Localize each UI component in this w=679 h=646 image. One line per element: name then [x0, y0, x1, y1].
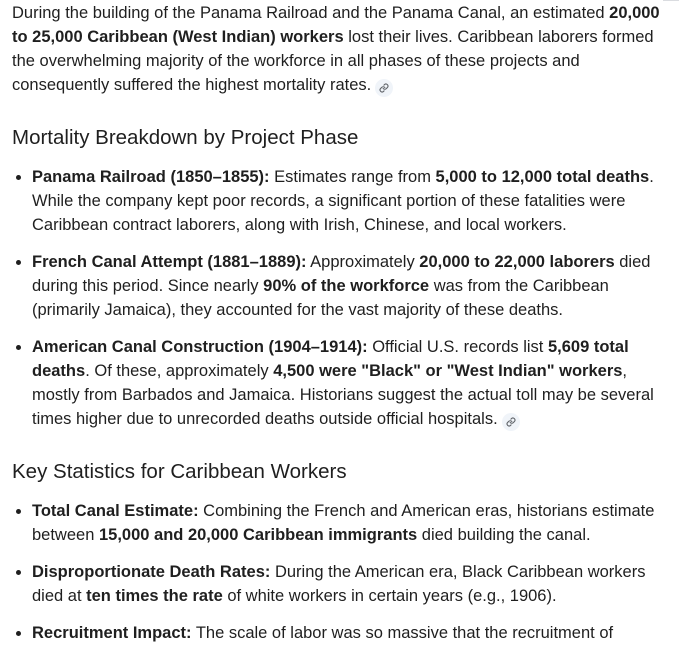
- section-heading-stats: Key Statistics for Caribbean Workers: [12, 460, 347, 483]
- list-item-text: Official U.S. records list: [367, 338, 548, 356]
- list-item-bold: 5,609 total deaths: [32, 338, 629, 380]
- list-item: [12, 560, 662, 608]
- list-item-text: During the American era, Black Caribbean workers died at: [32, 563, 646, 605]
- list-item-bold: 5,000 to 12,000 total deaths: [435, 168, 650, 186]
- list-item-text: died building the canal.: [417, 526, 591, 544]
- list-item-label: Panama Railroad (1850–1855):: [32, 168, 270, 186]
- phase-list: [12, 165, 667, 431]
- list-item-text: Combining the French and American eras, historians estimate between: [32, 502, 655, 544]
- list-item-text: , mostly from Barbados and Jamaica. Historians suggest the actual toll may be several times higher due to unrecorded deaths outside official hospitals.: [32, 362, 654, 428]
- list-item: [12, 499, 662, 547]
- section-heading-phases: Mortality Breakdown by Project Phase: [12, 126, 359, 149]
- list-item-text: Estimates range from: [269, 168, 436, 186]
- list-item: [12, 165, 662, 237]
- list-item-bold: 20,000 to 22,000 laborers: [419, 253, 615, 271]
- intro-text-2: lost their lives. Caribbean laborers formed the overwhelming majority of the workforce in all phases of these projects and consequently suffered the highest mortality rates.: [12, 28, 654, 94]
- list-item: [12, 250, 662, 322]
- link-icon: [506, 417, 516, 427]
- link-icon: [379, 83, 389, 93]
- list-item-text: . Of these, approximately: [85, 362, 274, 380]
- list-item-bold: 15,000 and 20,000 Caribbean immigrants: [98, 526, 418, 544]
- list-item-text: died during this period. Since nearly: [32, 253, 651, 295]
- intro-bold-1: 20,000 to 25,000 Caribbean (West Indian) workers: [12, 4, 660, 46]
- list-item: [12, 621, 662, 645]
- list-item-text: was from the Caribbean (primarily Jamaica), they accounted for the vast majority of these deaths.: [32, 277, 609, 319]
- list-item-bold: ten times the rate: [86, 587, 223, 605]
- top-divider: [663, 0, 679, 1]
- list-item-text: of white workers in certain years (e.g., 1906).: [222, 587, 557, 605]
- intro-paragraph: [12, 0, 664, 97]
- list-item-text: The scale of labor was so massive that the recruitment of: [191, 624, 614, 642]
- list-item-bold: 90% of the workforce: [263, 277, 430, 295]
- list-item-label: French Canal Attempt (1881–1889):: [32, 253, 307, 271]
- list-item-label: Recruitment Impact:: [32, 624, 192, 642]
- source-link-chip[interactable]: [375, 79, 393, 97]
- list-item-text: . While the company kept poor records, a significant portion of these fatalities were Caribbean contract laborers, along with Irish, Chinese, and local workers.: [32, 168, 654, 234]
- list-item-bold: 4,500 were "Black" or "West Indian" workers: [273, 362, 623, 380]
- source-link-chip[interactable]: [502, 413, 520, 431]
- stats-list: [12, 499, 667, 645]
- list-item-label: Total Canal Estimate:: [32, 502, 199, 520]
- list-item: [12, 335, 662, 431]
- intro-text-1: During the building of the Panama Railroad and the Panama Canal, an estimated: [12, 4, 610, 22]
- list-item-label: Disproportionate Death Rates:: [32, 563, 271, 581]
- list-item-text: Approximately: [306, 253, 420, 271]
- list-item-label: American Canal Construction (1904–1914):: [32, 338, 368, 356]
